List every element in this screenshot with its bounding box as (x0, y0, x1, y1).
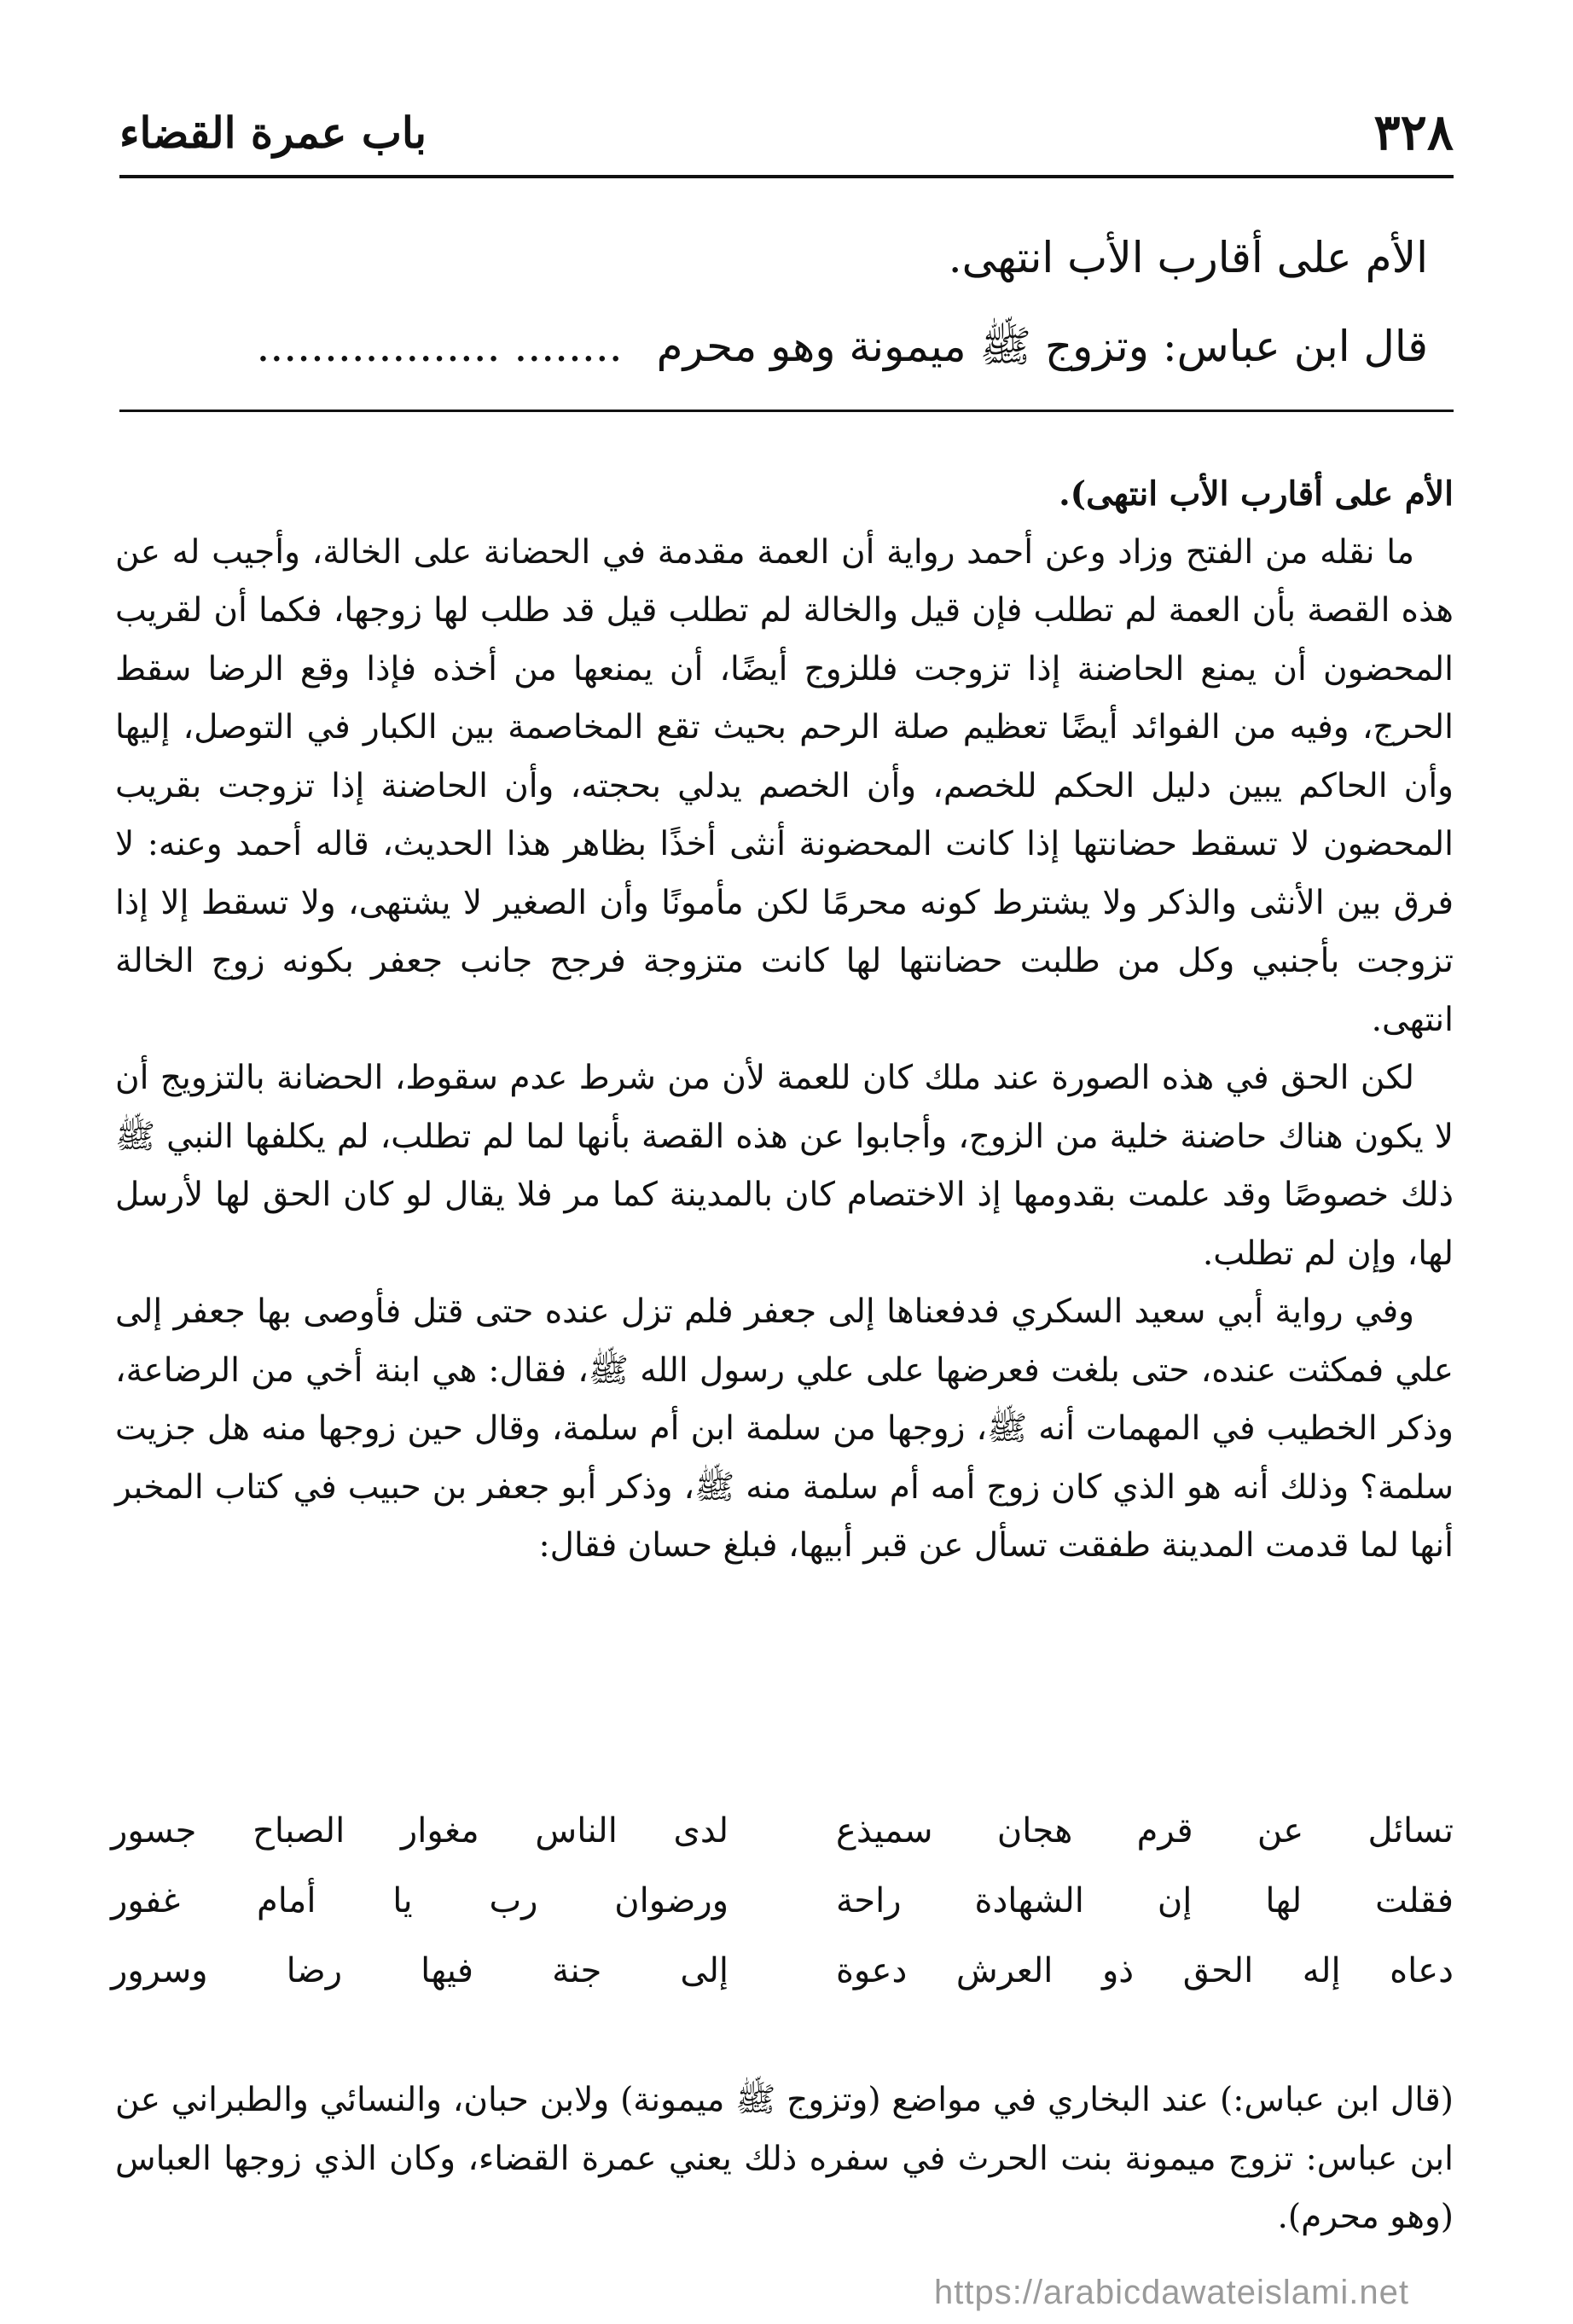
poem-hemistich-first: دعاه إله الحق ذو العرش دعوة (835, 1951, 1454, 1990)
matn-line-2-text: قال ابن عباس: وتزوج ﷺ ميمونة وهو محرم (656, 322, 1428, 371)
running-title: باب عمرة القضاء (119, 107, 427, 158)
page-number: ٣٢٨ (1373, 103, 1454, 161)
poem-hemistich-first: فقلت لها إن الشهادة راحة (835, 1881, 1454, 1920)
watermark-url: https://arabicdawateislami.net (934, 2274, 1409, 2311)
page-header (119, 94, 1454, 171)
commentary-text (115, 465, 1454, 1576)
poem-verse (111, 1796, 1454, 1866)
poem-hemistich-second: إلى جنة فيها رضا وسرور (111, 1951, 729, 1990)
poem-verse (111, 1936, 1454, 2006)
commentary-paragraph: وفي رواية أبي سعيد السكري فدفعناها إلى جعفر فلم تزل عنده حتى قتل فأوصى بها جعفر إلى علي فمكثت عنده، حتى بلغت فعرضها على علي رسول الله ﷺ، فقال: هي ابنة أخي من الرضاعة، وذكر الخطيب في المهمات أنه ﷺ، زوجها من سلمة ابن أم سلمة، وقال حين زوجها منه هل جزيت سلمة؟ وذلك أنه هو الذي كان زوج أمه أم سلمة منه ﷺ، وذكر أبو جعفر بن حبيب في كتاب المخبر أنها لما قدمت المدينة طفقت تسأل عن قبر أبيها، فبلغ حسان فقال: (115, 1293, 1454, 1565)
matn-dots: ........ .................. (256, 322, 623, 371)
matn-separator-rule (119, 410, 1454, 412)
poem-verse (111, 1866, 1454, 1936)
matn-line-1: الأم على أقارب الأب انتهى. (948, 233, 1428, 282)
commentary-lead: الأم على أقارب الأب انتهى). (1059, 474, 1454, 514)
poem-hemistich-second: لدى الناس مغوار الصباح جسور (111, 1811, 729, 1850)
poem (111, 1796, 1454, 2006)
commentary-paragraph: لكن الحق في هذه الصورة عند ملك كان للعمة لأن من شرط عدم سقوط، الحضانة بالتزويج أن لا يكون هناك حاضنة خلية من الزوج، وأجابوا عن هذه القصة بأنها لما لم تطلب، لم يكلفها النبي ﷺ ذلك خصوصًا وقد علمت بقدومها إذ الاختصام كان بالمدينة كما مر فلا يقال لو كان الحق لها لأرسل لها، وإن لم تطلب. (115, 1059, 1454, 1273)
commentary-paragraph: (قال ابن عباس:) عند البخاري في مواضع (وتزوج ﷺ ميمونة) ولابن حبان، والنسائي والطبراني عن ابن عباس: تزوج ميمونة بنت الحرث في سفره ذلك يعني عمرة القضاء، وكان الذي زوجها العباس (وهو محرم). (115, 2081, 1454, 2236)
poem-hemistich-first: تسائل عن قرم هجان سميذع (835, 1811, 1454, 1850)
matn-line-2 (128, 302, 1428, 391)
commentary-tail (115, 2071, 1454, 2247)
header-rule (119, 175, 1454, 178)
commentary-paragraph: ما نقله من الفتح وزاد وعن أحمد رواية أن العمة مقدمة في الحضانة على الخالة، وأجيب له عن هذه القصة بأن العمة لم تطلب فإن قيل والخالة لم تطلب قيل قد طلب لها زوجها، فكما أن لقريب المحضون أن يمنع الحاضنة إذا تزوجت فللزوج أيضًا، أن يمنعها من أخذه فإذا وقع الرضا سقط الحرج، وفيه من الفوائد أيضًا تعظيم صلة الرحم بحيث تقع المخاصمة بين الكبار في التوصل، إليها وأن الحاكم يبين دليل الحكم للخصم، وأن الخصم يدلي بحجته، وأن الحاضنة إذا تزوجت بقريب المحضون لا تسقط حضانتها إذا كانت المحضونة أنثى أخذًا بظاهر هذا الحديث، قاله أحمد وعنه: لا فرق بين الأنثى والذكر ولا يشترط كونه محرمًا لكن مأمونًا وأن الصغير لا يشتهى، ولا تسقط إلا إذا تزوجت بأجنبي وكل من طلبت حضانتها لها كانت متزوجة فرجح جانب جعفر بكونه زوج الخالة انتهى. (115, 532, 1454, 1039)
poem-hemistich-second: ورضوان رب يا أمام غفور (111, 1881, 729, 1920)
matn-text (128, 213, 1428, 391)
